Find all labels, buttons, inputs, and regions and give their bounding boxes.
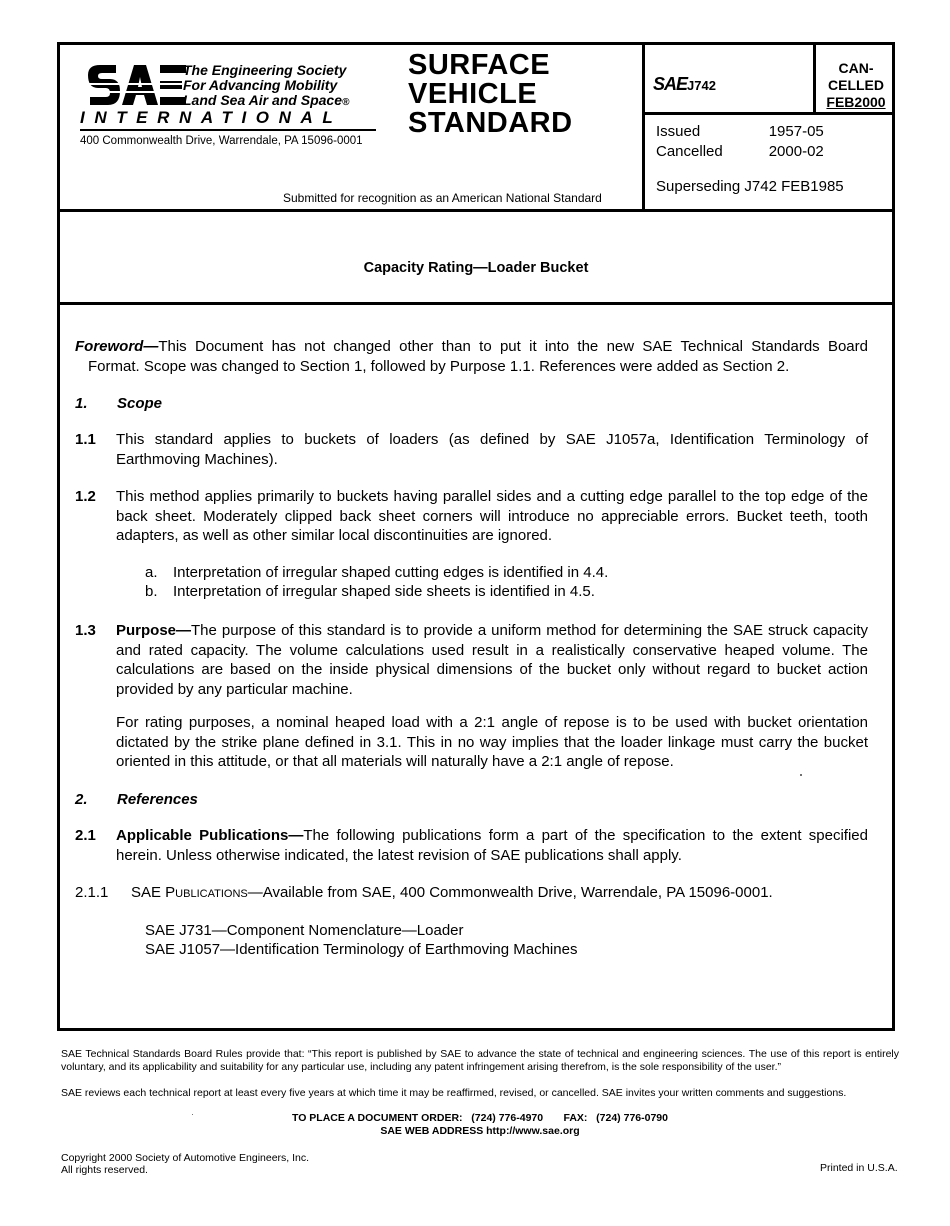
- scan-speck-2: [192, 1114, 193, 1115]
- applicable-publications-body: The following publications form a part of the specification to the extent specified herein. Unless otherwise indicated, the latest revision of SAE publications shall apply.: [116, 827, 868, 864]
- list-item-b-text: Interpretation of irregular shaped side sheets is identified in 4.5.: [173, 583, 595, 600]
- list-item-a-text: Interpretation of irregular shaped cutting edges is identified in 4.4.: [173, 564, 609, 581]
- review-note: SAE reviews each technical report at least every five years at which time it may be reaffirmed, revised, or cancelled. SAE invites your written comments and suggestions.: [61, 1087, 847, 1099]
- section-2-title: References: [117, 791, 198, 808]
- document-title: Capacity Rating—Loader Bucket: [363, 260, 589, 276]
- cancel-box-divider: [813, 42, 816, 114]
- cancel-stamp-line-1: CAN-: [838, 60, 874, 76]
- section-1-number: 1.: [75, 395, 88, 412]
- cancel-stamp-line-3: FEB2000: [826, 94, 886, 110]
- web-address-line: SAE WEB ADDRESS http://www.sae.org: [380, 1125, 580, 1137]
- foreword-line-2: Format. Scope was changed to Section 1, followed by Purpose 1.1. References were added as Section 2.: [88, 357, 790, 375]
- cancel-stamp-line-2: CELLED: [828, 77, 884, 93]
- list-item-a-marker: a.: [145, 564, 158, 581]
- section-1-1-text: This standard applies to buckets of loaders (as defined by SAE J1057a, Identification Terminology of Earthmoving Machines).: [116, 431, 868, 468]
- society-line-1: The Engineering Society: [183, 62, 347, 78]
- reference-2: SAE J1057—Identification Terminology of Earthmoving Machines: [145, 941, 578, 958]
- foreword-label: Foreword—: [75, 338, 159, 355]
- sae-publications-body: —Available from SAE, 400 Commonwealth Drive, Warrendale, PA 15096-0001.: [247, 884, 773, 901]
- wordmark-rule: [80, 129, 376, 131]
- cancelled-value: 2000-02: [768, 142, 824, 160]
- purpose-label: Purpose—: [116, 622, 192, 639]
- foreword: [75, 337, 868, 376]
- docno-divider: [642, 112, 895, 115]
- purpose-body: The purpose of this standard is to provide a uniform method for determining the SAE struck capacity and rated capacity. The volume calculations used result in a realistically conservative heaped volume. The calculations are based on the inside physical dimensions of the bucket only without regard to bucket action provided by any particular machine.: [116, 622, 868, 698]
- section-1-2-text: This method applies primarily to buckets having parallel sides and a cutting edge parallel to the top edge of the back sheet. Moderately clipped back sheet corners will introduce no appreciable errors. Bucket teeth, tooth adapters, as well as other similar local discontinuities are ignored.: [116, 488, 868, 544]
- section-2-1-text: [116, 826, 868, 865]
- doc-prefix: SAE: [653, 74, 688, 94]
- document-number: [653, 74, 716, 95]
- issued-value: 1957-05: [768, 123, 824, 140]
- list-item-b-marker: b.: [145, 583, 158, 600]
- issued-label: Issued: [656, 123, 701, 140]
- cancelled-label: Cancelled: [656, 142, 723, 160]
- title-divider: [57, 302, 895, 305]
- rights-reserved: All rights reserved.: [61, 1164, 148, 1176]
- sae-logo-icon: [86, 63, 186, 111]
- section-2-1-1-number: 2.1.1: [75, 884, 109, 901]
- section-1-2-number: 1.2: [75, 488, 96, 505]
- standard-type-line-3: STANDARD: [408, 107, 573, 139]
- scan-speck: [800, 774, 802, 776]
- printed-in: Printed in U.S.A.: [820, 1162, 898, 1174]
- tsb-rules-note: SAE Technical Standards Board Rules provide that: “This report is published by SAE to advance the state of technical and engineering sciences. The use of this report is entirely voluntary, and its applicability and suitability for any particular use, including any patent infringement arising therefrom, is the sole responsibility of the user.”: [61, 1048, 899, 1073]
- section-2-1-1-text: [131, 883, 773, 903]
- superseding-note: Superseding J742 FEB1985: [656, 178, 844, 195]
- header-column-divider: [642, 42, 645, 210]
- society-tagline: [183, 63, 349, 110]
- header-divider: [57, 209, 895, 212]
- section-1-3-text: [116, 621, 868, 699]
- section-1-3-paragraph-2: For rating purposes, a nominal heaped load with a 2:1 angle of repose is to be used with bucket orientation dictated by the strike plane defined in 3.1. This in no way implies that the loader linkage must carry the bucket oriented in this attitude, or that all materials will naturally have a 2:1 angle of repose.: [116, 714, 868, 770]
- section-1-title: Scope: [117, 395, 163, 412]
- reference-1: SAE J731—Component Nomenclature—Loader: [145, 922, 464, 939]
- sae-address: 400 Commonwealth Drive, Warrendale, PA 15096-0001: [80, 135, 363, 147]
- copyright: Copyright 2000 Society of Automotive Engineers, Inc.: [61, 1152, 310, 1164]
- ans-submission-note: Submitted for recognition as an American National Standard: [283, 191, 602, 205]
- standard-type-line-2: VEHICLE: [408, 78, 538, 110]
- order-line: TO PLACE A DOCUMENT ORDER: (724) 776-4970 FAX: (724) 776-0790: [292, 1112, 668, 1124]
- standard-type-line-1: SURFACE: [408, 49, 551, 81]
- section-2-number: 2.: [75, 791, 88, 808]
- doc-number: J742: [687, 78, 716, 93]
- issue-dates: [656, 122, 824, 161]
- cancelled-stamp: [822, 60, 890, 111]
- society-line-2: For Advancing Mobility: [183, 77, 338, 93]
- section-2-1-number: 2.1: [75, 827, 96, 844]
- applicable-publications-label: Applicable Publications—: [116, 827, 304, 844]
- section-1-3-number: 1.3: [75, 622, 96, 639]
- sae-publications-label: SAE Publications: [131, 884, 248, 901]
- foreword-line-1: This Document has not changed other than to put it into the new SAE Technical Standards Board: [158, 338, 868, 355]
- standard-type: [408, 51, 573, 138]
- registered-mark: ®: [341, 97, 350, 108]
- society-line-3: Land Sea Air and Space®: [183, 92, 350, 108]
- section-1-1-number: 1.1: [75, 431, 96, 448]
- international-wordmark: INTERNATIONAL: [80, 108, 343, 127]
